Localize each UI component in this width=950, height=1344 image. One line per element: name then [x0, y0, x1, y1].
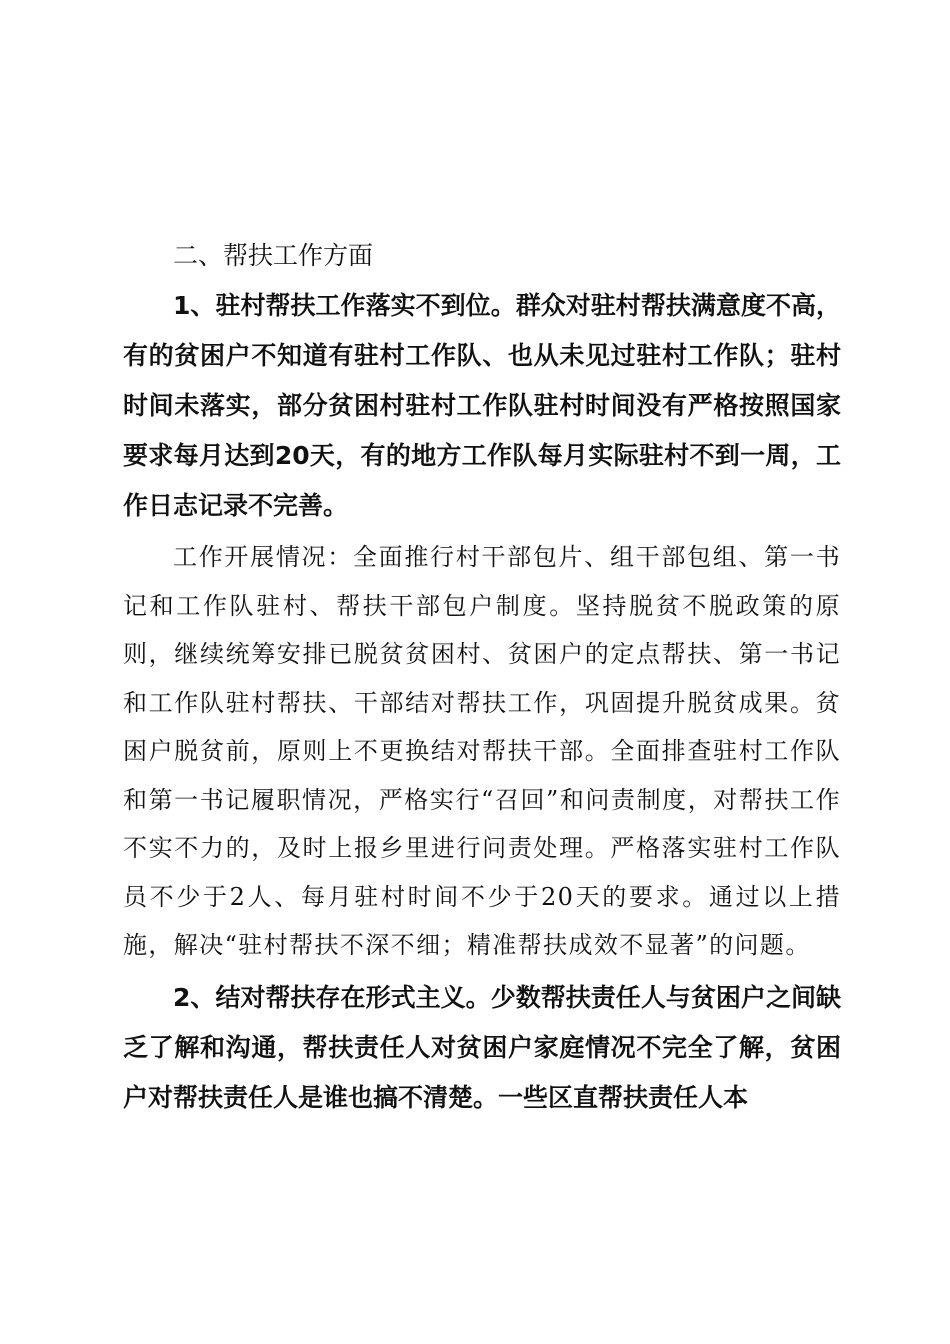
issue-paragraph-1: 1、驻村帮扶工作落实不到位。群众对驻村帮扶满意度不高，有的贫困户不知道有驻村工作队、也从未见过驻村工作队；驻村时间未落实，部分贫困村驻村工作队驻村时间没有严格按照国家要求每月达到20天，有的地方工作队每月实际驻村不到一周，工作日志记录不完善。	[123, 291, 841, 520]
work-progress-paragraph: 工作开展情况：全面推行村干部包片、组干部包组、第一书记和工作队驻村、帮扶干部包户制度。坚持脱贫不脱政策的原则，继续统筹安排已脱贫贫困村、贫困户的定点帮扶、第一书记和工作队驻村帮扶、干部结对帮扶工作，巩固提升脱贫成果。贫困户脱贫前，原则上不更换结对帮扶干部。全面排查驻村工作队和第一书记履职情况，严格实行“召回”和问责制度，对帮扶工作不实不力的，及时上报乡里进行问责处理。严格落实驻村工作队员不少于2人、每月驻村时间不少于20天的要求。通过以上措施，解决“驻村帮扶不深不细；精准帮扶成效不显著”的问题。	[123, 543, 841, 959]
document-body	[123, 231, 841, 1123]
section-heading: 二、帮扶工作方面	[173, 241, 374, 270]
issue-paragraph-2: 2、结对帮扶存在形式主义。少数帮扶责任人与贫困户之间缺乏了解和沟通，帮扶责任人对贫困户家庭情况不完全了解，贫困户对帮扶责任人是谁也搞不清楚。一些区直帮扶责任人本	[123, 982, 841, 1112]
